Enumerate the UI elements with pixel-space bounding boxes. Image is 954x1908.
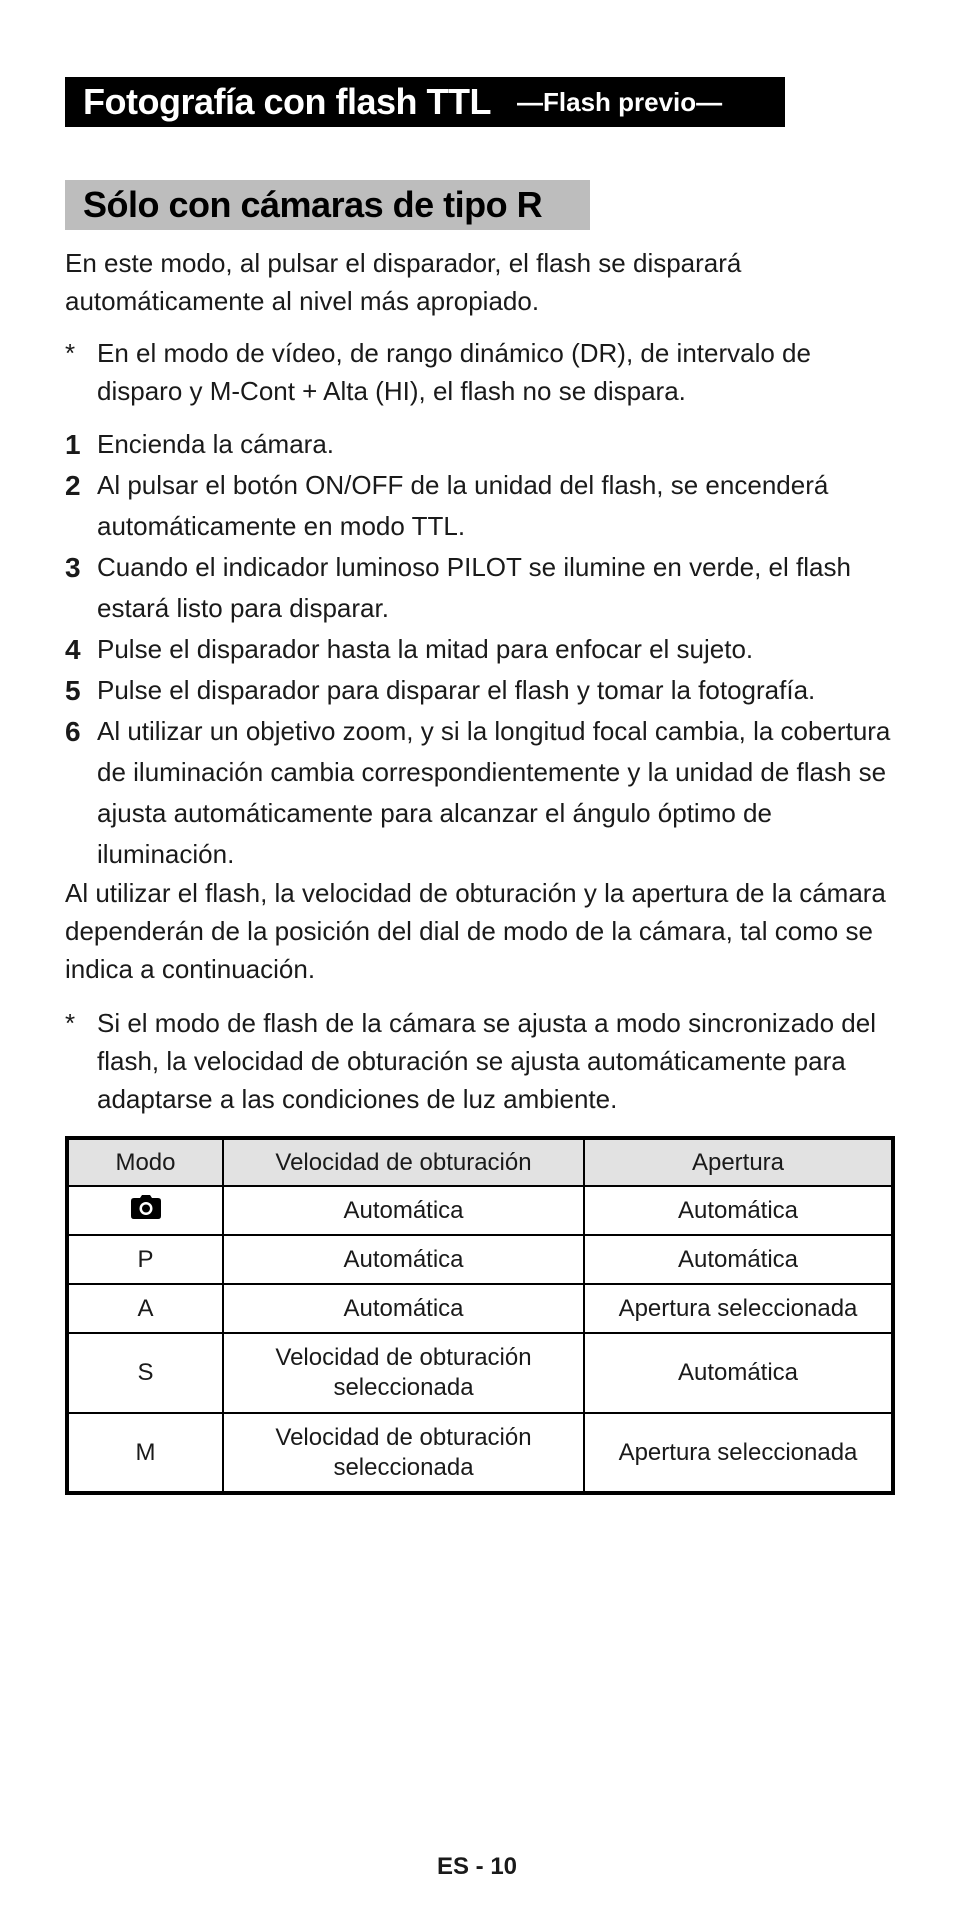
mode-table [65, 1136, 895, 1495]
mode-cell: S [67, 1333, 223, 1413]
camera-icon [131, 1195, 161, 1227]
note-text: En el modo de vídeo, de rango dinámico (DR), de intervalo de disparo y M-Cont + Alta (HI), el flash no se dispara. [97, 338, 811, 406]
aperture-cell: Automática [584, 1235, 893, 1284]
note-asterisk: * [65, 1008, 76, 1038]
intro-paragraph: En este modo, al pulsar el disparador, el flash se disparará automáticamente al nivel más apropiado. [65, 248, 742, 316]
note-text: Si el modo de flash de la cámara se ajusta a modo sincronizado del flash, la velocidad de obturación se ajusta automáticamente para adaptarse a las condiciones de luz ambiente. [97, 1008, 876, 1114]
step-text: Pulse el disparador hasta la mitad para enfocar el sujeto. [97, 634, 754, 664]
table-row [67, 1186, 893, 1235]
shutter-speed-line: seleccionada [333, 1374, 474, 1401]
mode-cell [67, 1186, 223, 1235]
mode-cell: A [67, 1284, 223, 1333]
section-title: Fotografía con flash TTL [83, 81, 491, 122]
step-text: Cuando el indicador luminoso PILOT se ilumine en verde, el flash estará listo para disparar. [97, 552, 851, 623]
table-header-row [67, 1138, 893, 1186]
step-number: 2 [65, 470, 81, 501]
section-title-sub: —Flash previo— [517, 86, 723, 117]
shutter-speed-cell: Automática [223, 1235, 584, 1284]
shutter-speed-cell [223, 1413, 584, 1493]
header-mode: Modo [67, 1138, 223, 1186]
note-asterisk: * [65, 338, 76, 368]
aperture-cell: Automática [584, 1333, 893, 1413]
step-number: 1 [65, 429, 81, 460]
table-row [67, 1413, 893, 1493]
shutter-speed-cell [223, 1333, 584, 1413]
note-video-modes [65, 334, 895, 410]
step-item [65, 629, 915, 670]
table-row [67, 1284, 893, 1333]
step-text: Encienda la cámara. [97, 429, 335, 459]
step-item [65, 465, 915, 547]
header-shutter-speed: Velocidad de obturación [223, 1138, 584, 1186]
steps-list [65, 424, 915, 875]
step-text: Al utilizar un objetivo zoom, y si la longitud focal cambia, la cobertura de iluminación cambia correspondientemente y la unidad de flash se ajusta automáticamente para alcanzar el ángulo óptimo de iluminación. [97, 716, 891, 869]
mode-cell: M [67, 1413, 223, 1493]
shutter-speed-line: seleccionada [333, 1453, 474, 1481]
table-row [67, 1333, 893, 1413]
page-number: ES - 10 [436, 1853, 518, 1880]
camera-dial-paragraph: Al utilizar el flash, la velocidad de obturación y la apertura de la cámara dependerán de la posición del dial de modo de la cámara, tal como se indica a continuación. [65, 878, 886, 984]
step-item [65, 711, 915, 875]
step-item [65, 670, 915, 711]
step-number: 6 [65, 716, 81, 747]
step-number: 5 [65, 675, 81, 706]
shutter-speed-line: Velocidad de obturación [275, 1344, 532, 1371]
aperture-cell: Apertura seleccionada [584, 1284, 893, 1333]
shutter-speed-cell: Automática [223, 1186, 584, 1235]
step-text: Pulse el disparador para disparar el flash y tomar la fotografía. [97, 675, 816, 705]
step-item [65, 547, 915, 629]
aperture-cell: Automática [584, 1186, 893, 1235]
note-sync-mode [65, 1004, 895, 1118]
section-title-bar [65, 77, 785, 127]
section-subtitle: Sólo con cámaras de tipo R [65, 180, 590, 230]
shutter-speed-line: Velocidad de obturación [275, 1423, 532, 1451]
step-text: Al pulsar el botón ON/OFF de la unidad del flash, se encenderá automáticamente en modo TTL. [97, 470, 829, 541]
header-aperture: Apertura [584, 1138, 893, 1186]
aperture-cell: Apertura seleccionada [584, 1413, 893, 1493]
mode-cell: P [67, 1235, 223, 1284]
step-number: 4 [65, 634, 81, 665]
shutter-speed-cell: Automática [223, 1284, 584, 1333]
table-row [67, 1235, 893, 1284]
step-number: 3 [65, 552, 81, 583]
step-item [65, 424, 915, 465]
